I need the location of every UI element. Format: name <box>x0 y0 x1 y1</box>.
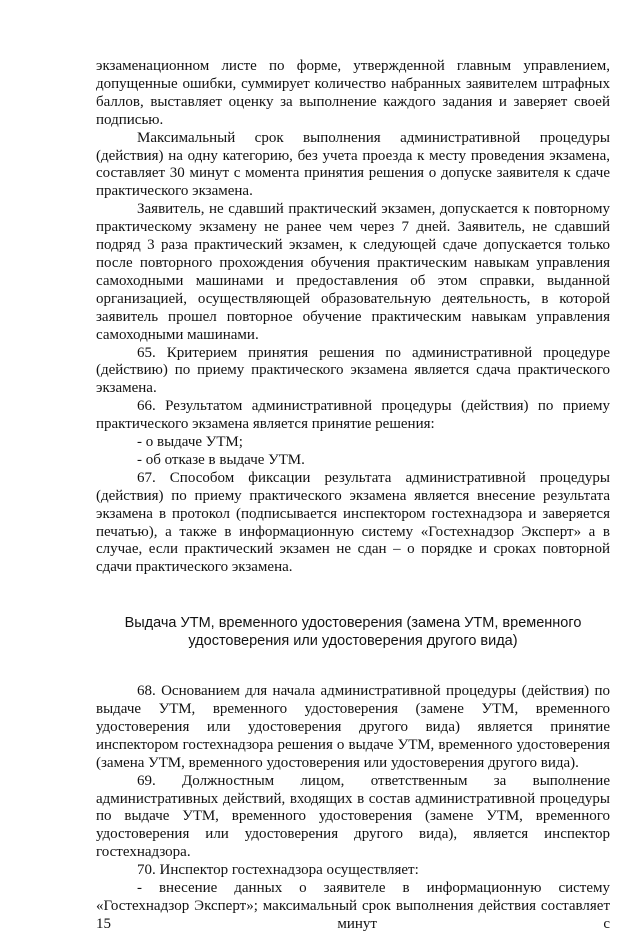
paragraph-69: 69. Должностным лицом, ответственным за выполнение административных действий, входящих в состав административной процедуры по выдаче УТМ, временного удостоверения (замене УТМ, временного удостоверения или удостоверения другого вида), является инспектор гостехнадзора. <box>96 772 610 861</box>
paragraph-70: 70. Инспектор гостехнадзора осуществляет: <box>137 862 419 879</box>
paragraph-67: 67. Способом фиксации результата административной процедуры (действия) по приему практического экзамена является внесение результата экзамена в протокол (подписывается инспектором гостехнадзора и заверяется печатью), а также в информационную систему «Гостехнадзор Эксперт» а в случае, если практический экзамен не сдан – о порядке и сроках повторной сдачи практического экзамена. <box>96 469 610 576</box>
list-item-refusal: - об отказе в выдаче УТМ. <box>137 451 305 468</box>
document-page <box>96 58 610 934</box>
paragraph-66: 66. Результатом административной процедуры (действия) по приему практического экзамена является принятие решения: <box>96 398 610 433</box>
paragraph-retake: Заявитель, не сдавший практический экзамен, допускается к повторному практическому экзамену не ранее чем через 7 дней. Заявитель, не сдавший подряд 3 раза практический экзамен, к следующей сдаче допускается только после повторного прохождения обучения практическим навыкам управления самоходными машинами и предоставления об этом справки, выданной организацией, осуществляющей образовательную деятельность, в которой заявитель прошел повторное обучение практическим навыкам управления самоходными машинами. <box>96 201 610 343</box>
list-item-data-entry: - внесение данных о заявителе в информационную систему «Гостехнадзор Эксперт»; максимальный срок выполнения действия составляет 15 минут с <box>96 880 610 932</box>
paragraph-max-time: Максимальный срок выполнения административной процедуры (действия) на одну категорию, без учета проезда к месту проведения экзамена, составляет 30 минут с момента принятия решения о допуске заявителя к сдаче практического экзамена. <box>96 129 610 200</box>
paragraph-65: 65. Критерием принятия решения по административной процедуре (действию) по приему практического экзамена является сдача практического экзамена. <box>96 344 610 397</box>
section-heading: Выдача УТМ, временного удостоверения (замена УТМ, временного удостоверения или удостоверения другого вида) <box>124 615 582 650</box>
list-item-issue: - о выдаче УТМ; <box>137 434 243 451</box>
paragraph-68: 68. Основанием для начала административной процедуры (действия) по выдаче УТМ, временного удостоверения (замене УТМ, временного удостоверения или удостоверения другого вида) является принятие инспектором гостехнадзора решения о выдаче УТМ, временного удостоверения (замена УТМ, временного удостоверения или удостоверения другого вида). <box>96 683 610 771</box>
paragraph-exam-sheet: экзаменационном листе по форме, утвержденной главным управлением, допущенные ошибки, суммирует количество набранных заявителем штрафных баллов, выставляет оценку за выполнение каждого задания и заверяет своей подписью. <box>96 58 610 128</box>
